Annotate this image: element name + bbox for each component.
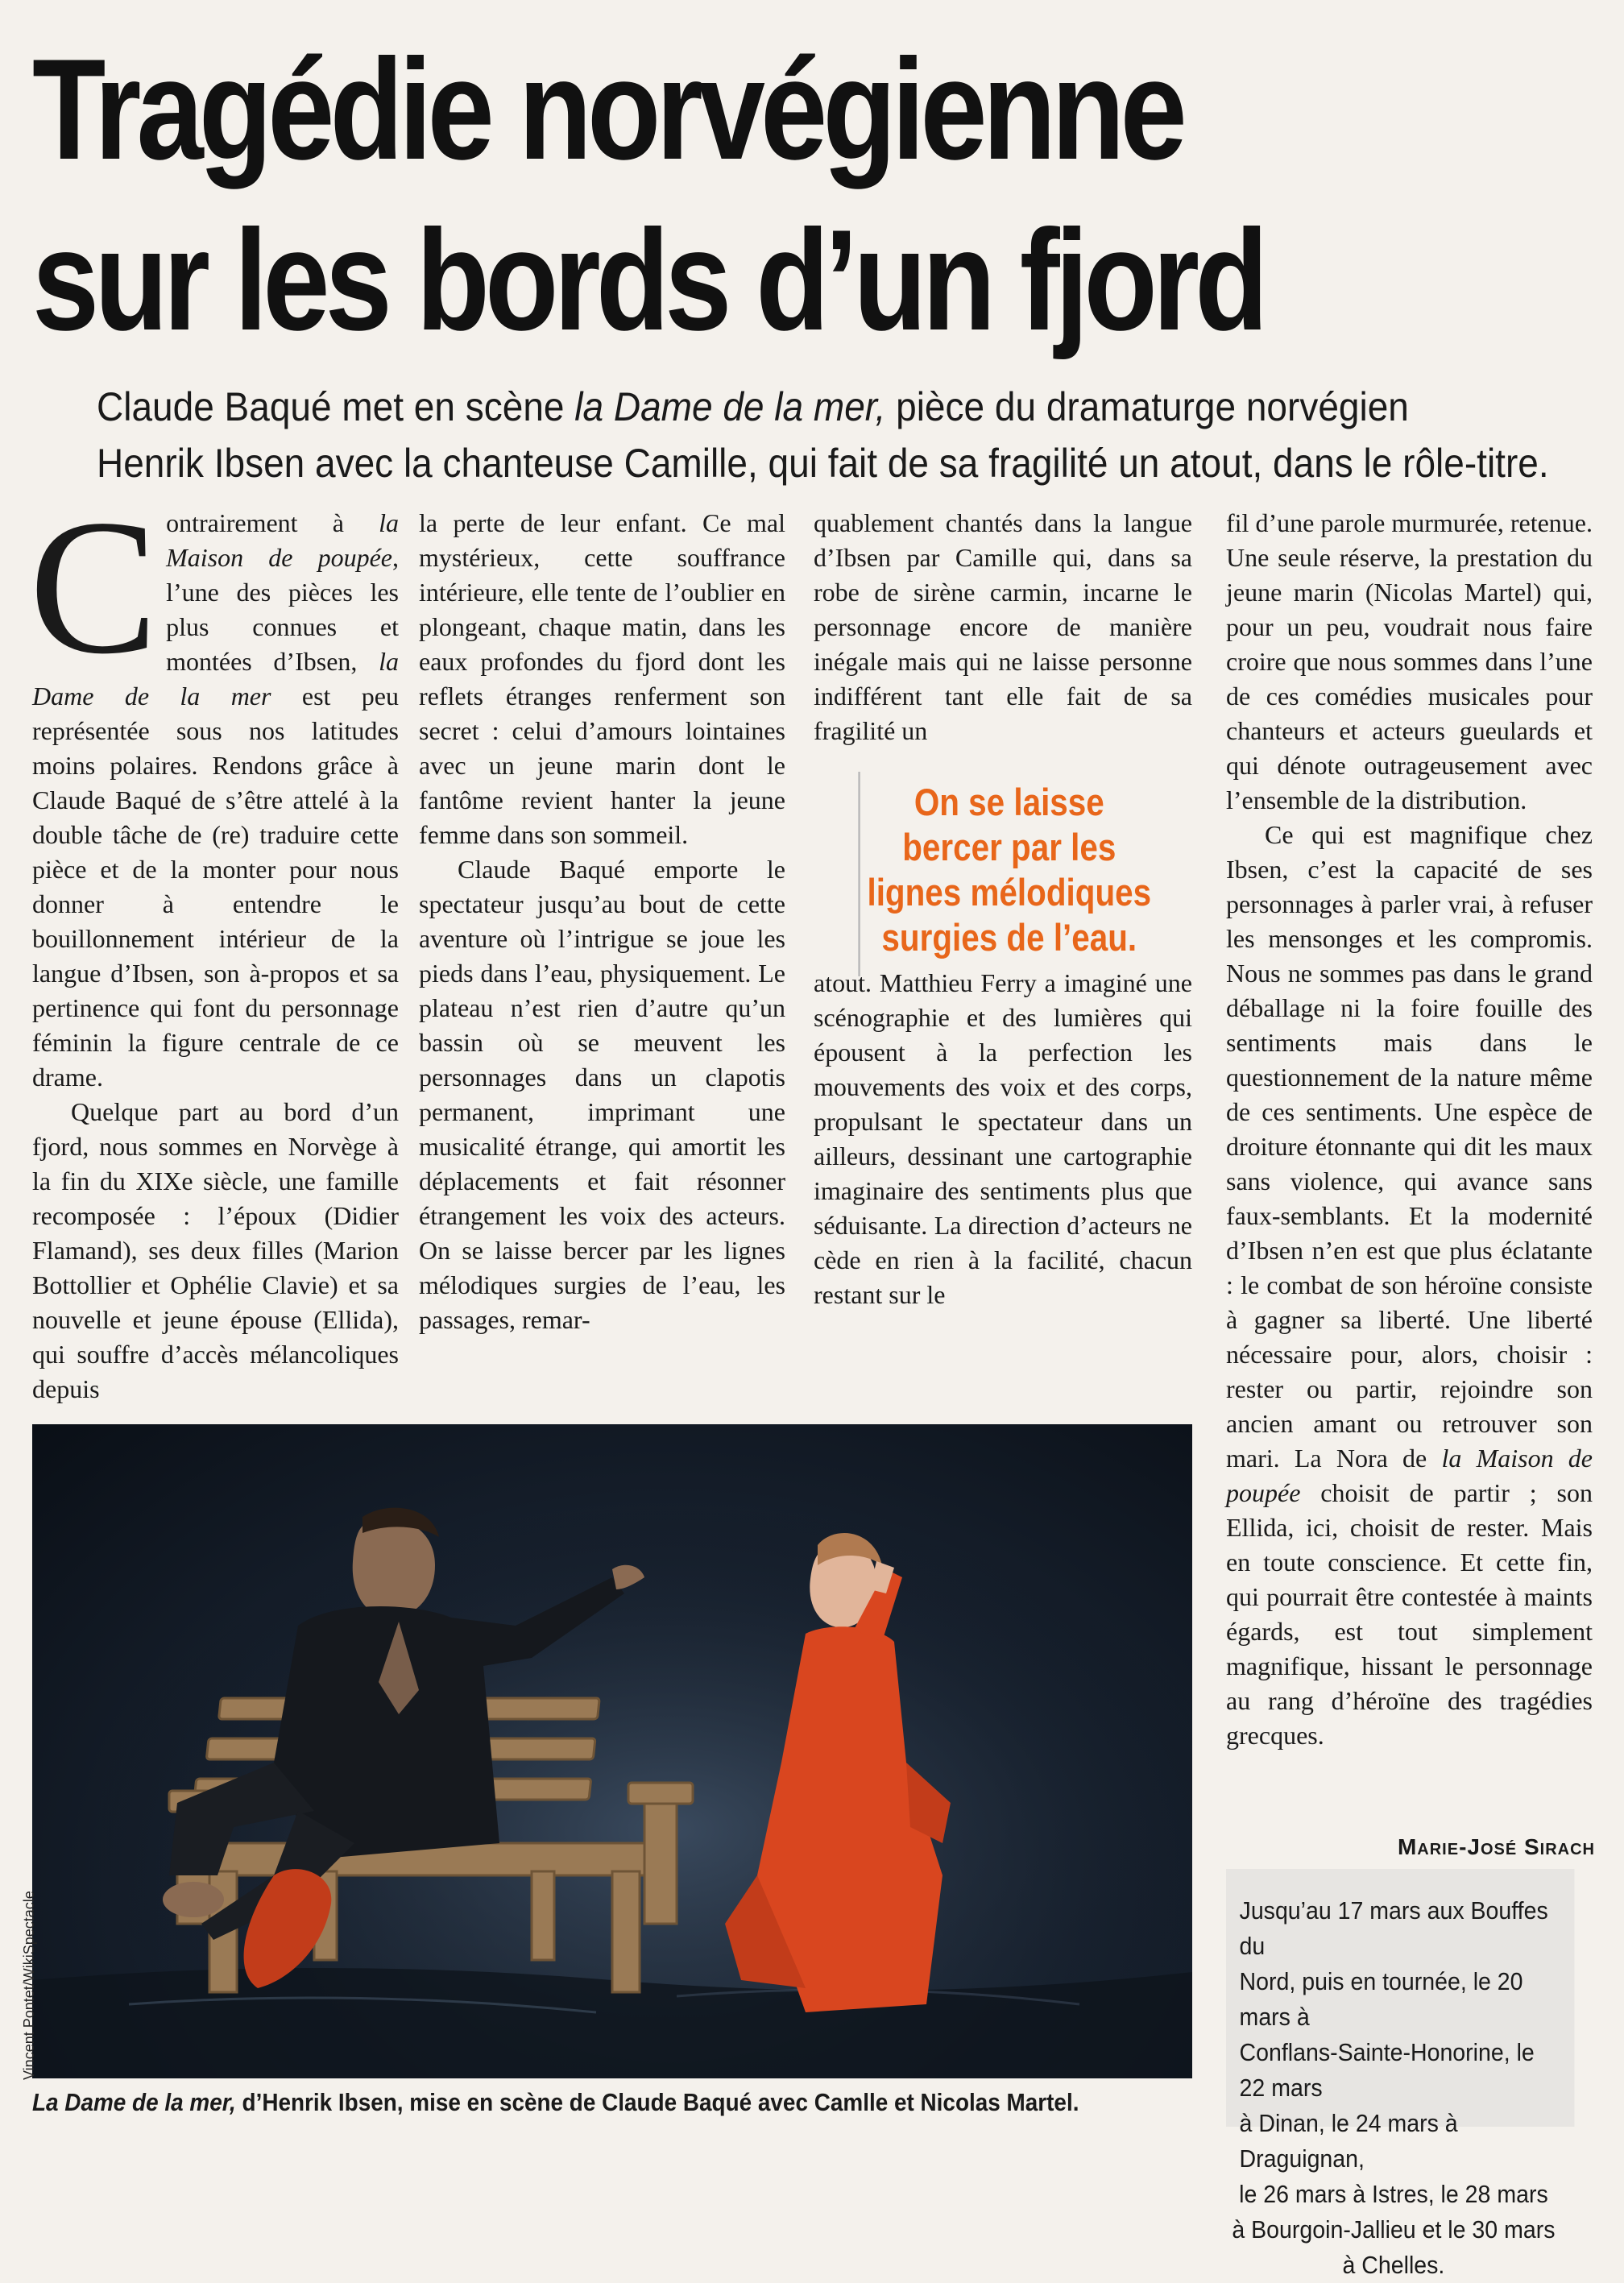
article-column-4 [1226,506,1593,1753]
paragraph-3: Claude Baqué emporte le spectateur jusqu’au bout de cette aventure où l’intrigue se joue les pieds dans l’eau, physiquement. Le plateau n’est rien d’autre qu’un bassin où se meuvent les personnages dans un clapotis permanent, imprimant une musicalité étrange, qui amortit les déplacements et fait résonner étrangement les voix des acteurs. On se laisse bercer par les lignes mélodiques surgies de l’eau, les passages, remar- [419,855,785,1334]
photo-credit: Vincent Pontet/WikiSpectacle [21,1891,37,2080]
tour-line-6: à Bourgoin-Jallieu et le 30 mars [1232,2215,1556,2244]
headline [32,24,1345,366]
standfirst-line-2: Henrik Ibsen avec la chanteuse Camille, qui fait de sa fragilité un atout, dans le rôle-titre. [97,441,1549,486]
pull-quote: On se laisse bercer par les lignes mélodiques surgies de l’eau. [858,772,1158,976]
tour-dates-box [1226,1869,1574,2279]
tour-line-1: Jusqu’au 17 mars aux Bouffes du [1239,1896,1548,1960]
photo-caption: La Dame de la mer, d’Henrik Ibsen, mise en scène de Claude Baqué avec Camlle et Nicolas Martel. [32,2088,1079,2116]
stage-photo [32,1424,1192,2078]
headline-line-2: sur les bords d’un fjord [32,200,1264,360]
article-column-2 [419,506,785,1337]
tour-line-5: le 26 mars à Istres, le 28 mars [1239,2180,1548,2208]
headline-line-1: Tragédie norvégienne [32,29,1183,189]
tour-line-4: à Dinan, le 24 mars à Draguignan, [1239,2109,1458,2173]
article-column-1 [29,479,400,1407]
tour-line-2: Nord, puis en tournée, le 20 mars à [1239,1967,1523,2031]
tour-line-3: Conflans-Sainte-Honorine, le 22 mars [1239,2038,1535,2102]
paragraph-4: Ce qui est magnifique chez Ibsen, c’est la capacité de ses personnages à parler vrai, à refuser les mensonges et les compromis. Nous ne sommes pas dans le grand déballage ni la foire fouille des sentiments mais dans le questionnement de la nature même de ces sentiments. Une espèce de droiture étonnante qui dit les maux sans violence, qui avance sans faux-semblants. Et la modernité d’Ibsen n’en est que plus éclatante : le combat de son héroïne consiste à gagner sa liberté. Une liberté nécessaire pour, alors, choisir : rester ou partir, rejoindre son ancien amant ou retrouver son mari. La Nora de la Maison de poupée choisit de partir ; son Ellida, ici, choisit de rester. Mais en toute conscience. Et cette fin, qui pourrait être contestée à maints égards, est tout simplement magnifique, hissant le personnage au rang d’héroïne des tragédies grecques. [1226,820,1593,1750]
paragraph-3-continued-3: fil d’une parole murmurée, retenue. Une seule réserve, la prestation du jeune marin (Nicolas Martel) qui, pour un peu, voudrait nous faire croire que nous sommes dans l’une de ces comédies musicales pour chanteurs et acteurs gueulards et qui dénote outrageusement avec l’ensemble de la distribution. [1226,508,1593,814]
standfirst [97,379,1549,491]
standfirst-line-1: Claude Baqué met en scène la Dame de la mer, pièce du dramaturge norvégien [97,384,1409,429]
byline: Marie-José Sirach [1397,1834,1595,1859]
drop-cap: C [29,479,159,694]
tour-line-7: à Chelles. [1342,2251,1445,2279]
paragraph-3-continued: quablement chantés dans la langue d’Ibsen par Camille qui, dans sa robe de sirène carmin, incarne le personnage encore de manière inégale mais qui ne laisse personne indifférent tant elle fait de sa fragilité un [814,508,1192,745]
paragraph-2-continued: la perte de leur enfant. Ce mal mystérieux, cette souffrance intérieure, elle tente de l’oublier en plongeant, chaque matin, dans les eaux profondes du fjord dont les reflets étranges renferment son secret : celui d’amours lointaines avec un jeune marin dont le fantôme revient hanter la jeune femme dans son sommeil. [419,508,785,849]
stage-photo-illustration [32,1424,1192,2078]
paragraph-intro: Contrairement à la Maison de poupée, l’une des pièces les plus connues et montées d’Ibsen, la Dame de la mer est peu représentée sous nos latitudes moins polaires. Rendons grâce à Claude Baqué de s’être attelé à la double tâche de (re) traduire cette pièce et de la monter pour nous donner à entendre le bouillonnement intérieur de la langue d’Ibsen, son à-propos et sa pertinence qui font du personnage féminin la figure centrale de ce drame. [29,479,400,1092]
paragraph-3-continued-2: atout. Matthieu Ferry a imaginé une scénographie et des lumières qui épousent à la perfection les mouvements des voix et des corps, propulsant le spectateur dans un ailleurs, dessinant une cartographie imaginaire des sentiments plus que séduisante. La direction d’acteurs ne cède en rien à la facilité, chacun restant sur le [814,968,1192,1309]
paragraph-2: Quelque part au bord d’un fjord, nous sommes en Norvège à la fin du XIXe siècle, une famille recomposée : l’époux (Didier Flamand), ses deux filles (Marion Bottollier et Ophélie Clavie) et sa nouvelle et jeune épouse (Ellida), qui souffre d’accès mélancoliques depuis [32,1097,399,1403]
